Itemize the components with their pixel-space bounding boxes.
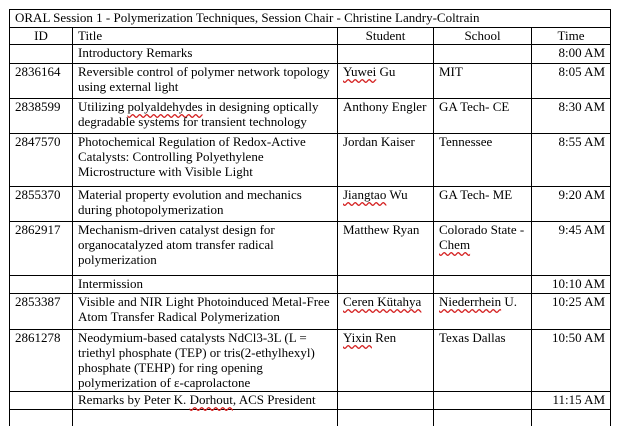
student-cell: Anthony Engler <box>338 99 434 134</box>
empty-cell <box>338 410 434 426</box>
title-cell <box>73 392 338 410</box>
table-row <box>10 294 611 330</box>
table-row <box>10 64 611 99</box>
school-cell: Tennessee <box>434 134 532 187</box>
school-cell <box>434 294 532 330</box>
student-name-part: Yuwei <box>343 64 377 79</box>
id-cell <box>10 392 73 410</box>
time-cell: 9:45 AM <box>532 222 611 276</box>
title-cell: Visible and NIR Light Photoinduced Metal-Free Atom Transfer Radical Polymerization <box>73 294 338 330</box>
table-row <box>10 99 611 134</box>
school-part: U. <box>501 294 517 309</box>
school-cell: Texas Dallas <box>434 330 532 392</box>
title-part: , ACS President <box>232 392 316 407</box>
id-cell <box>10 45 73 64</box>
empty-cell <box>10 410 73 426</box>
time-cell: 8:30 AM <box>532 99 611 134</box>
table-row <box>10 222 611 276</box>
table-row <box>10 392 611 410</box>
student-cell <box>338 45 434 64</box>
header-row <box>10 28 611 45</box>
title-part: in designing optically degradable systems for transient technology <box>78 99 319 129</box>
id-cell <box>10 276 73 294</box>
id-cell: 2855370 <box>10 187 73 222</box>
school-part: Chem <box>439 237 471 252</box>
school-cell: MIT <box>434 64 532 99</box>
student-name-part: Gu <box>376 64 396 79</box>
header-time: Time <box>532 28 611 45</box>
title-cell: Neodymium-based catalysts NdCl3-3L (L = triethyl phosphate (TEP) or tris(2-ethylhexyl) phosphate (TEHP) for ring opening polymerization of ε-caprolactone <box>73 330 338 392</box>
id-cell: 2853387 <box>10 294 73 330</box>
id-cell: 2847570 <box>10 134 73 187</box>
header-student: Student <box>338 28 434 45</box>
title-cell: Reversible control of polymer network topology using external light <box>73 64 338 99</box>
empty-cell <box>434 410 532 426</box>
student-cell <box>338 187 434 222</box>
id-cell: 2862917 <box>10 222 73 276</box>
school-cell <box>434 45 532 64</box>
id-cell: 2836164 <box>10 64 73 99</box>
time-cell: 8:00 AM <box>532 45 611 64</box>
header-school: School <box>434 28 532 45</box>
session-schedule-table <box>9 9 611 426</box>
table-row <box>10 330 611 392</box>
id-cell: 2861278 <box>10 330 73 392</box>
school-cell <box>434 276 532 294</box>
title-cell: Introductory Remarks <box>73 45 338 64</box>
empty-cell <box>532 410 611 426</box>
school-cell <box>434 222 532 276</box>
student-name-part: Wu <box>386 187 408 202</box>
school-cell: GA Tech- CE <box>434 99 532 134</box>
title-part: Utilizing <box>78 99 128 114</box>
title-part: Remarks by Peter K. <box>78 392 190 407</box>
student-cell <box>338 64 434 99</box>
title-part: polyaldehydes <box>127 99 203 114</box>
session-title: ORAL Session 1 - Polymerization Techniques, Session Chair - Christine Landry-Coltrain <box>10 10 611 28</box>
title-cell: Photochemical Regulation of Redox-Active Catalysts: Controlling Polyethylene Microstructure with Visible Light <box>73 134 338 187</box>
student-name-part: Yixin <box>343 330 372 345</box>
title-cell <box>73 99 338 134</box>
header-id: ID <box>10 28 73 45</box>
table-row <box>10 187 611 222</box>
student-cell: Jordan Kaiser <box>338 134 434 187</box>
table-row <box>10 134 611 187</box>
table-row-empty <box>10 410 611 426</box>
table-row <box>10 45 611 64</box>
student-cell <box>338 294 434 330</box>
table-row <box>10 276 611 294</box>
title-cell: Mechanism-driven catalyst design for organocatalyzed atom transfer radical polymerization <box>73 222 338 276</box>
school-cell: GA Tech- ME <box>434 187 532 222</box>
student-name-part: Jiangtao <box>343 187 387 202</box>
header-title: Title <box>73 28 338 45</box>
school-part: Niederrhein <box>439 294 502 309</box>
school-cell <box>434 392 532 410</box>
time-cell: 8:55 AM <box>532 134 611 187</box>
school-part: Colorado State - <box>439 222 525 237</box>
title-part: Dorhout <box>189 392 233 407</box>
student-name-part: Ceren Kütahya <box>343 294 422 309</box>
student-cell <box>338 330 434 392</box>
time-cell: 10:25 AM <box>532 294 611 330</box>
time-cell: 11:15 AM <box>532 392 611 410</box>
title-cell: Intermission <box>73 276 338 294</box>
student-name-part: Ren <box>371 330 397 345</box>
empty-cell <box>73 410 338 426</box>
session-title-row <box>10 10 611 28</box>
time-cell: 8:05 AM <box>532 64 611 99</box>
student-cell <box>338 276 434 294</box>
id-cell: 2838599 <box>10 99 73 134</box>
title-cell: Material property evolution and mechanics during photopolymerization <box>73 187 338 222</box>
student-cell <box>338 392 434 410</box>
time-cell: 10:10 AM <box>532 276 611 294</box>
time-cell: 10:50 AM <box>532 330 611 392</box>
time-cell: 9:20 AM <box>532 187 611 222</box>
student-cell: Matthew Ryan <box>338 222 434 276</box>
